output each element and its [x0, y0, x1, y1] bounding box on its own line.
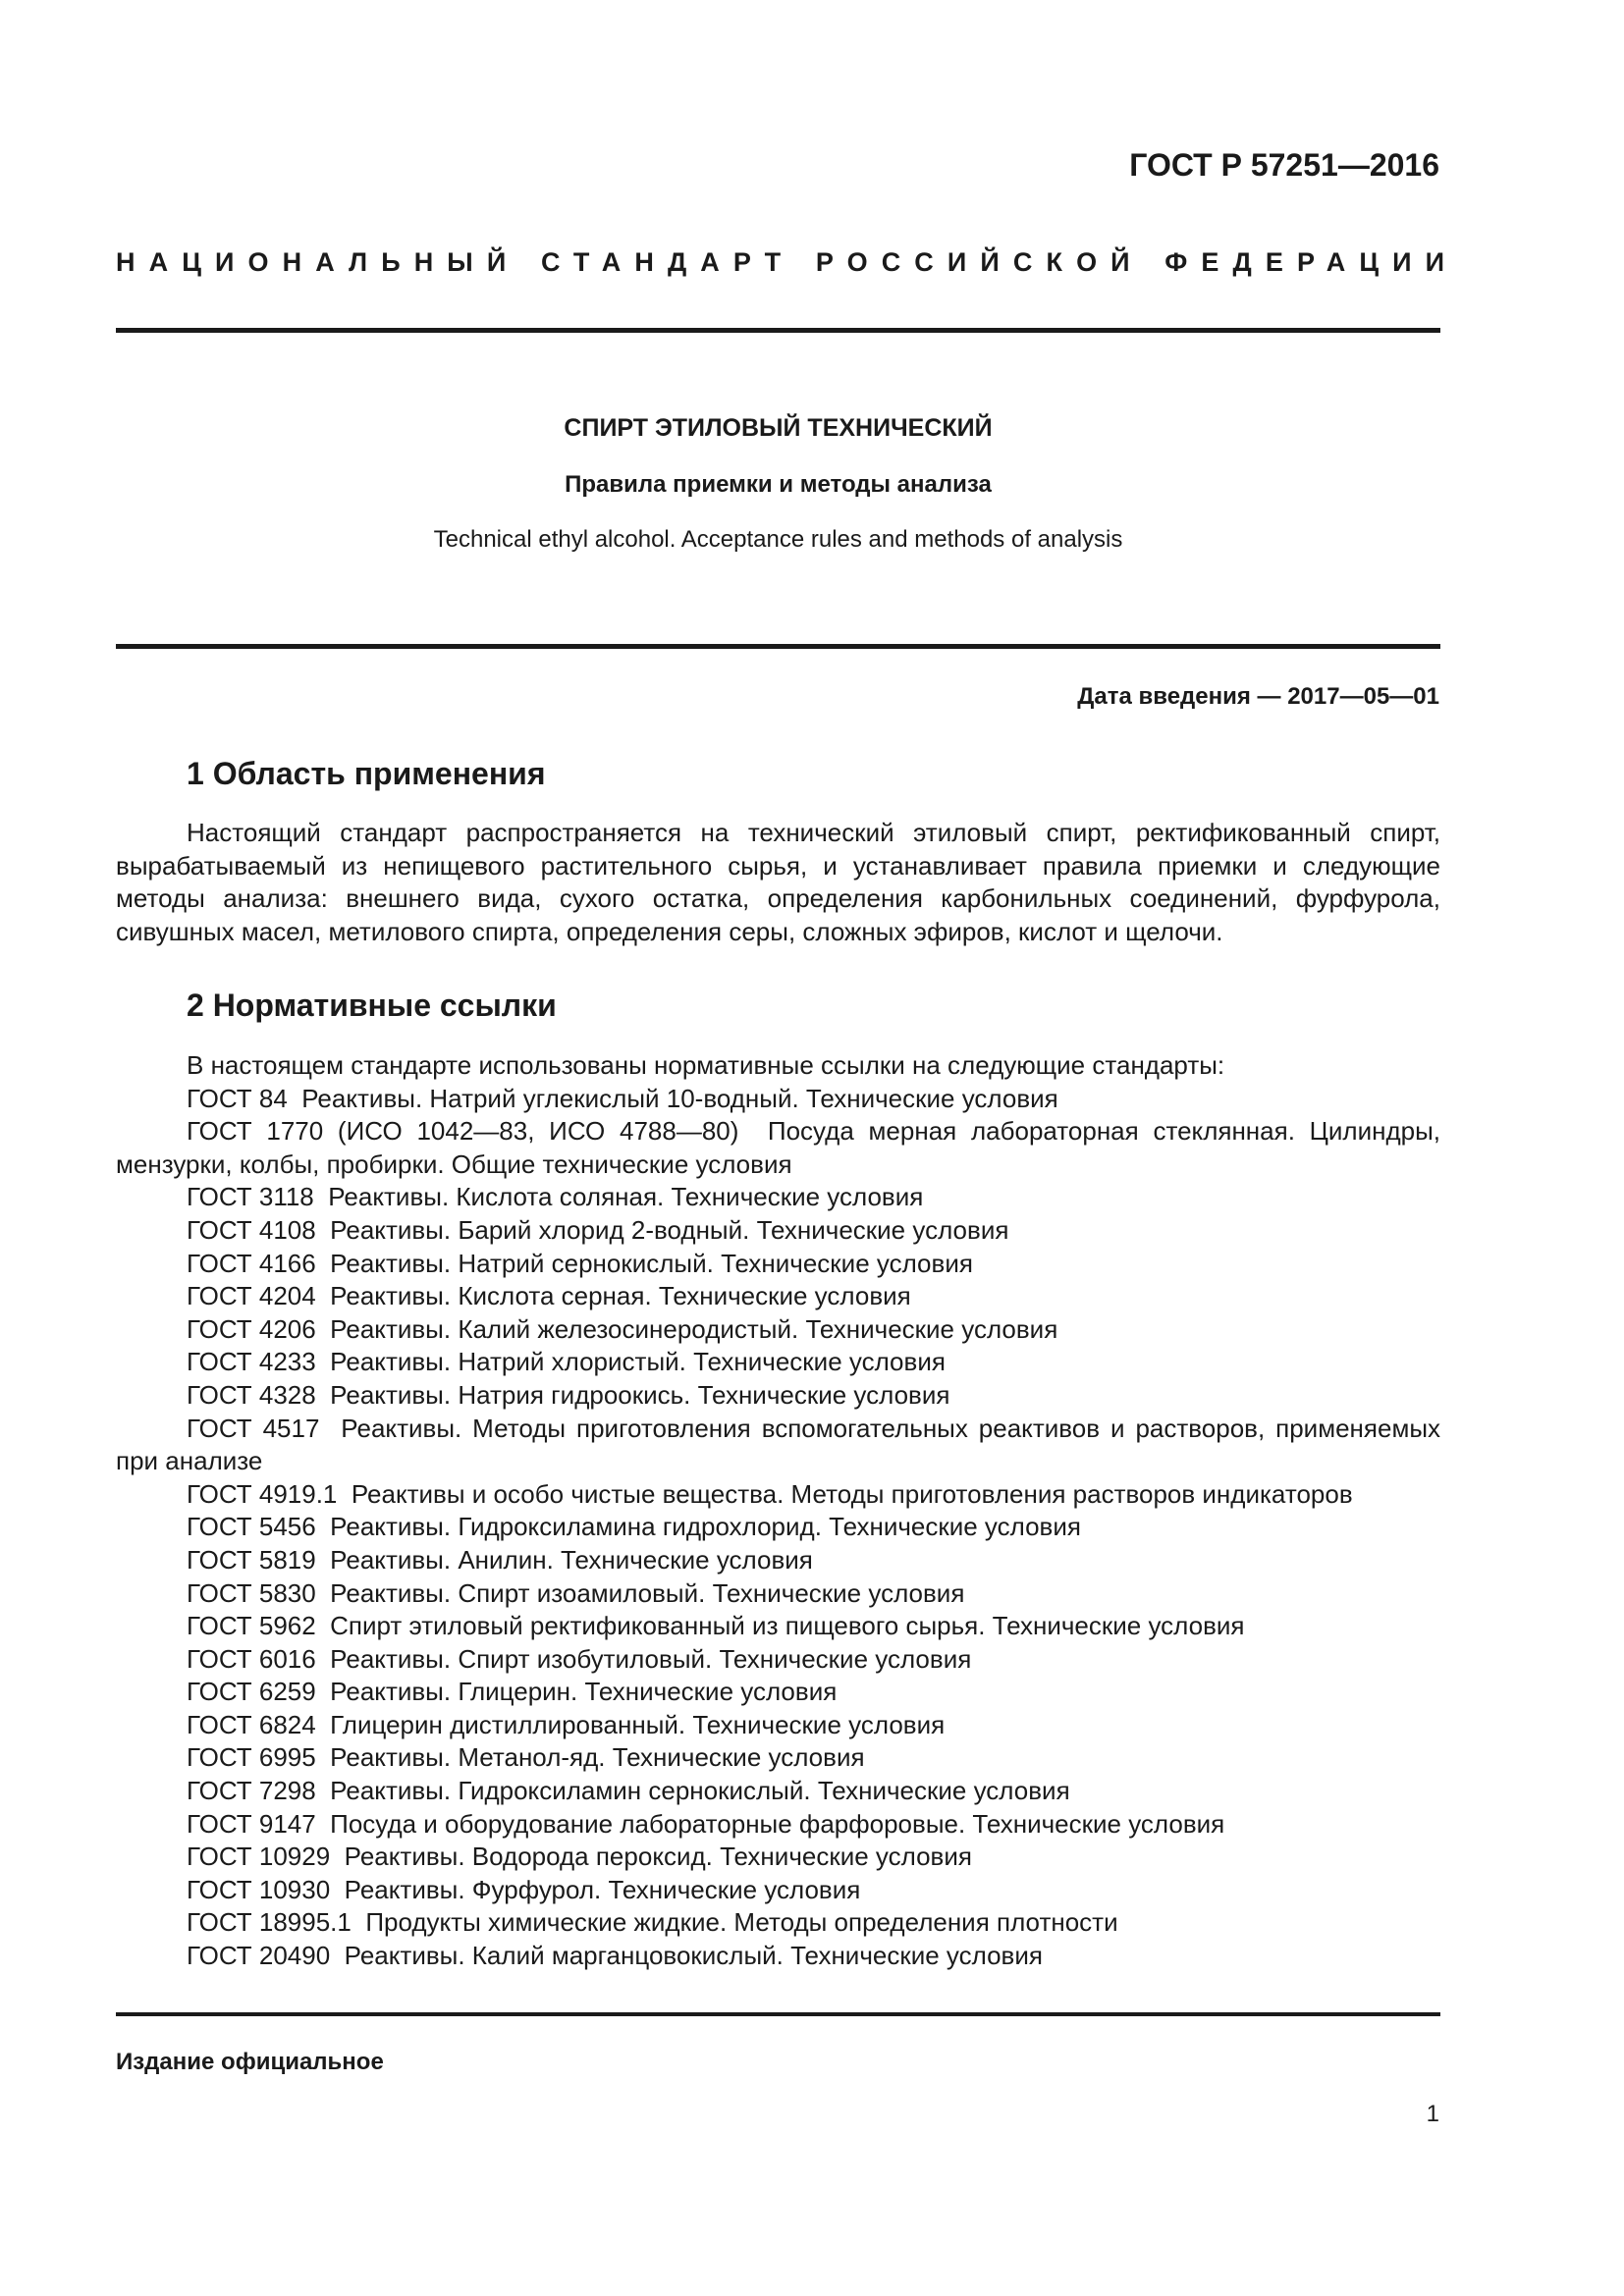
reference-item: [116, 1478, 1440, 1512]
reference-code: ГОСТ 5819: [187, 1544, 316, 1575]
reference-title: Реактивы. Методы приготовления вспомогательных реактивов и растворов, применяемых при анализе: [116, 1413, 1441, 1476]
reference-code: ГОСТ 6824: [187, 1709, 316, 1739]
reference-code: ГОСТ 10930: [187, 1874, 331, 1904]
reference-code: ГОСТ 5962: [187, 1611, 316, 1641]
reference-title: Реактивы. Спирт изоамиловый. Технические условия: [330, 1577, 965, 1608]
reference-code: ГОСТ 1770 (ИСО 1042—83, ИСО 4788—80): [187, 1116, 739, 1147]
document-title: СПИРТ ЭТИЛОВЫЙ ТЕХНИЧЕСКИЙ: [564, 414, 993, 442]
title-divider: [116, 644, 1440, 649]
reference-title: Реактивы. Натрия гидроокись. Технические условия: [330, 1379, 950, 1410]
reference-title: Реактивы. Анилин. Технические условия: [330, 1544, 813, 1575]
section-1-paragraph: Настоящий стандарт распространяется на технический этиловый спирт, ректификованный спирт, вырабатываемый из непищевого растительного сырья, и устанавливает правила приемки и следующие методы анализа: внешнего вида, сухого остатка, определения карбонильных соединений, фурфурола, сивушных масел, метилового спирта, определения серы, сложных эфиров, кислот и щелочи.: [116, 818, 1440, 946]
reference-item: [116, 1379, 1440, 1413]
reference-code: ГОСТ 4233: [187, 1347, 316, 1377]
reference-title: Реактивы. Глицерин. Технические условия: [330, 1677, 838, 1707]
reference-title: Посуда мерная лабораторная стеклянная. Цилиндры, мензурки, колбы, пробирки. Общие технические условия: [116, 1116, 1441, 1179]
reference-item: [116, 1676, 1440, 1709]
reference-item: [116, 1874, 1440, 1907]
reference-title: Реактивы. Кислота серная. Технические условия: [330, 1281, 911, 1311]
reference-item: [116, 1709, 1440, 1742]
reference-item: [116, 1577, 1440, 1611]
reference-item: [116, 1248, 1440, 1281]
reference-title: Посуда и оборудование лабораторные фарфоровые. Технические условия: [330, 1808, 1225, 1839]
reference-item: [116, 1083, 1440, 1116]
reference-item: [116, 1544, 1440, 1577]
reference-item: [116, 1741, 1440, 1775]
official-edition-label: Издание официальное: [116, 2049, 384, 2075]
reference-code: ГОСТ 20490: [187, 1941, 331, 1971]
document-number: ГОСТ Р 57251—2016: [1129, 147, 1439, 183]
reference-title: Спирт этиловый ректификованный из пищевого сырья. Технические условия: [330, 1611, 1245, 1641]
reference-code: ГОСТ 4166: [187, 1248, 316, 1278]
reference-item: [116, 1775, 1440, 1808]
reference-code: ГОСТ 4328: [187, 1379, 316, 1410]
reference-item: [116, 1906, 1440, 1940]
reference-title: Реактивы. Гидроксиламин сернокислый. Технические условия: [330, 1776, 1070, 1806]
reference-item: [116, 1413, 1440, 1478]
reference-code: ГОСТ 4206: [187, 1313, 316, 1344]
reference-code: ГОСТ 18995.1: [187, 1907, 352, 1938]
reference-title: Реактивы. Фурфурол. Технические условия: [344, 1874, 861, 1904]
reference-code: ГОСТ 5830: [187, 1577, 316, 1608]
reference-title: Реактивы. Метанол-яд. Технические условия: [330, 1742, 865, 1773]
reference-code: ГОСТ 5456: [187, 1512, 316, 1542]
reference-code: ГОСТ 6016: [187, 1643, 316, 1674]
reference-title: Глицерин дистиллированный. Технические условия: [330, 1709, 946, 1739]
reference-code: ГОСТ 7298: [187, 1776, 316, 1806]
footer-divider: [116, 2012, 1440, 2016]
national-standard-banner: НАЦИОНАЛЬНЫЙ СТАНДАРТ РОССИЙСКОЙ ФЕДЕРАЦИИ: [116, 247, 1459, 277]
reference-title: Реактивы. Калий железосинеродистый. Технические условия: [330, 1313, 1058, 1344]
reference-code: ГОСТ 84: [187, 1083, 288, 1113]
reference-title: Реактивы. Натрий хлористый. Технические условия: [330, 1347, 946, 1377]
reference-code: ГОСТ 4517: [187, 1413, 320, 1443]
reference-title: Реактивы. Спирт изобутиловый. Технические условия: [330, 1643, 972, 1674]
reference-title: Реактивы и особо чистые вещества. Методы приготовления растворов индикаторов: [351, 1478, 1353, 1509]
reference-title: Продукты химические жидкие. Методы определения плотности: [365, 1907, 1118, 1938]
section-2-body: [116, 1049, 1440, 1973]
reference-code: ГОСТ 4108: [187, 1214, 316, 1245]
reference-item: [116, 1280, 1440, 1313]
reference-item: [116, 1511, 1440, 1544]
reference-code: ГОСТ 4204: [187, 1281, 316, 1311]
references-list: [116, 1083, 1440, 1973]
reference-item: [116, 1841, 1440, 1874]
reference-title: Реактивы. Барий хлорид 2-водный. Технические условия: [330, 1214, 1009, 1245]
reference-item: [116, 1643, 1440, 1677]
reference-code: ГОСТ 6259: [187, 1677, 316, 1707]
reference-title: Реактивы. Калий марганцовокислый. Технические условия: [344, 1941, 1043, 1971]
reference-item: [116, 1115, 1440, 1181]
reference-code: ГОСТ 6995: [187, 1742, 316, 1773]
page-number: 1: [1426, 2101, 1439, 2127]
section-1-heading: 1 Область применения: [187, 756, 546, 791]
reference-code: ГОСТ 9147: [187, 1808, 316, 1839]
reference-title: Реактивы. Водорода пероксид. Технические условия: [344, 1842, 972, 1872]
reference-item: [116, 1313, 1440, 1347]
reference-item: [116, 1940, 1440, 1973]
reference-title: Реактивы. Кислота соляная. Технические условия: [328, 1182, 924, 1212]
reference-code: ГОСТ 4919.1: [187, 1478, 338, 1509]
top-divider: [116, 328, 1440, 333]
reference-code: ГОСТ 3118: [187, 1182, 314, 1212]
reference-item: [116, 1214, 1440, 1248]
document-subtitle: Правила приемки и методы анализа: [565, 471, 992, 498]
introduction-date: Дата введения — 2017—05—01: [1077, 683, 1439, 710]
reference-title: Реактивы. Гидроксиламина гидрохлорид. Технические условия: [330, 1512, 1081, 1542]
section-2-intro: В настоящем стандарте использованы нормативные ссылки на следующие стандарты:: [187, 1050, 1225, 1080]
section-2-heading: 2 Нормативные ссылки: [187, 988, 557, 1023]
reference-item: [116, 1808, 1440, 1842]
reference-title: Реактивы. Натрий углекислый 10-водный. Технические условия: [301, 1083, 1058, 1113]
document-title-english: Technical ethyl alcohol. Acceptance rules and methods of analysis: [433, 526, 1123, 553]
reference-code: ГОСТ 10929: [187, 1842, 331, 1872]
reference-item: [116, 1346, 1440, 1379]
section-1-body: [116, 817, 1440, 948]
reference-item: [116, 1181, 1440, 1214]
reference-title: Реактивы. Натрий сернокислый. Технические условия: [330, 1248, 973, 1278]
reference-item: [116, 1610, 1440, 1643]
